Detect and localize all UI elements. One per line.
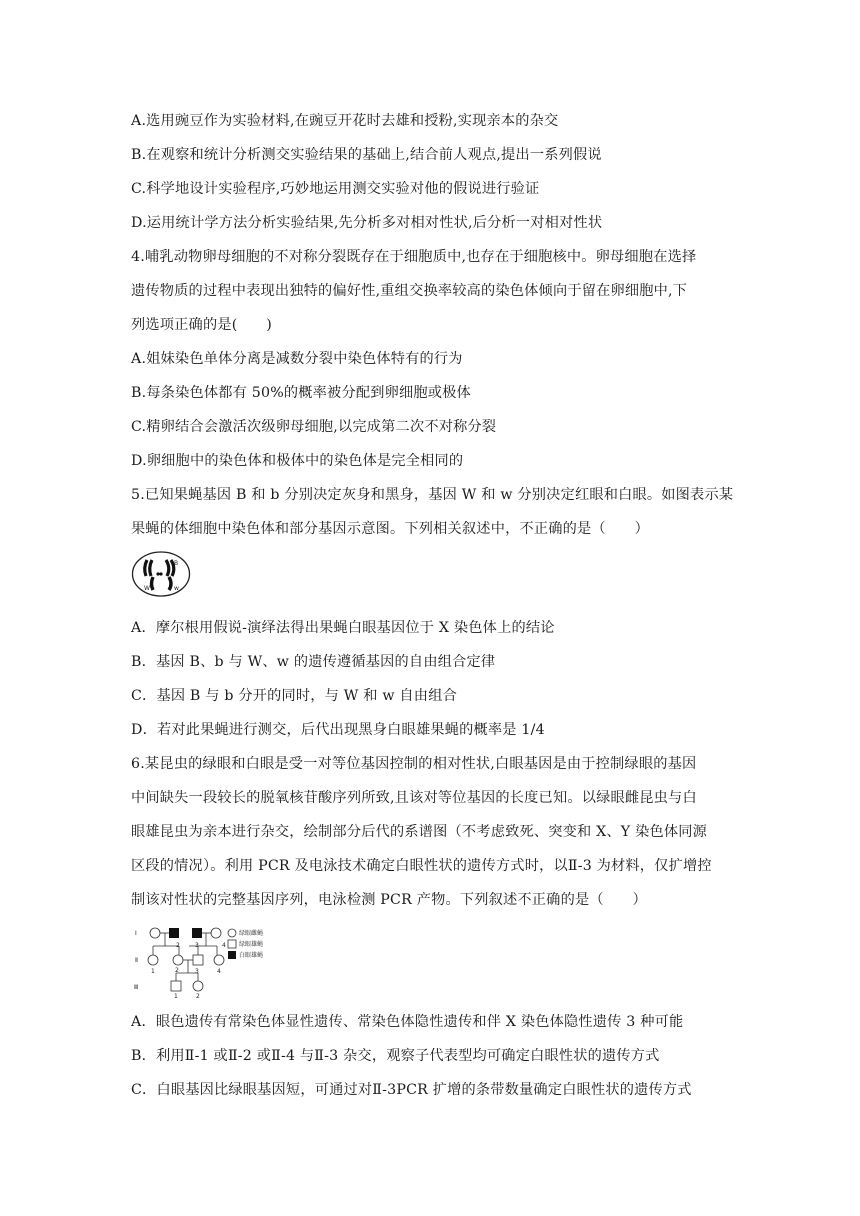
q6-stem-line-2: 中间缺失一段较长的脱氧核苷酸序列所致,且该对等位基因的长度已知。以绿眼雌昆虫与白 [131, 790, 697, 806]
chromosome [169, 577, 171, 590]
q3-option-d: D.运用统计学方法分析实验结果,先分析多对相对性状,后分析一对相对性状 [131, 215, 603, 231]
q5-stem-line-2: 果蝇的体细胞中染色体和部分基因示意图。下列相关叙述中，不正确的是（ ） [131, 521, 649, 537]
pedigree-female-normal [193, 981, 203, 991]
pedigree-female-normal [214, 955, 224, 965]
q4-stem-line-3: 列选项正确的是( ) [131, 317, 272, 333]
chromosome [152, 577, 154, 590]
pedigree-male-normal [171, 981, 181, 991]
chromosome [156, 572, 159, 575]
gene-label-right: w [174, 585, 179, 592]
q4-option-d: D.卵细胞中的染色体和极体中的染色体是完全相同的 [131, 453, 464, 469]
legend-label: 绿眼雄蝇 [239, 941, 264, 948]
chromosome [159, 572, 162, 575]
pedigree-female-normal [173, 955, 183, 965]
q4-stem-line-1: 4.哺乳动物卵母细胞的不对称分裂既存在于细胞质中,也存在于细胞核中。卵母细胞在选择 [131, 249, 697, 265]
q6-stem-line-4: 区段的情况）。利用 PCR 及电泳技术确定白眼性状的遗传方式时，以Ⅱ-3 为材料，仅扩增控 [131, 858, 712, 874]
q5-option-b: B．基因 B、b 与 W、w 的遗传遵循基因的自由组合定律 [131, 654, 496, 670]
legend-male-green [228, 940, 236, 948]
pedigree-chart [131, 923, 281, 998]
legend-female-green [228, 929, 236, 937]
generation-label-3: Ⅲ [134, 984, 139, 991]
pedigree-male-affected [192, 928, 202, 938]
q5-option-d: D．若对此果蝇进行测交，后代出现黑身白眼雄果蝇的概率是 1/4 [131, 722, 545, 738]
q4-option-b: B.每条染色体都有 50%的概率被分配到卵细胞或极体 [131, 385, 471, 401]
q6-stem-line-1: 6.某昆虫的绿眼和白眼是受一对等位基因控制的相对性状,白眼基因是由于控制绿眼的基因 [131, 756, 697, 772]
pedigree-female-normal [148, 955, 158, 965]
q4-option-c: C.精卵结合会激活次级卵母细胞,以完成第二次不对称分裂 [131, 419, 497, 435]
svg-text:1: 1 [174, 993, 178, 998]
svg-text:2: 2 [176, 942, 180, 949]
q6-option-c: C．白眼基因比绿眼基因短，可通过对Ⅱ-3PCR 扩增的条带数量确定白眼性状的遗传方式 [131, 1082, 692, 1098]
svg-text:4: 4 [222, 942, 226, 949]
q3-option-c: C.科学地设计实验程序,巧妙地运用测交实验对他的假说进行验证 [131, 181, 540, 197]
legend-label: 绿眼雌蝇 [239, 930, 264, 937]
svg-text:3: 3 [195, 968, 199, 975]
gene-label-left: W [144, 585, 150, 592]
svg-text:1: 1 [151, 968, 155, 975]
svg-text:2: 2 [175, 967, 179, 974]
q5-stem-line-1: 5.已知果蝇基因 B 和 b 分别决定灰身和黑身，基因 W 和 w 分别决定红眼和白眼。如图表示某 [131, 487, 734, 503]
chromosome-diagram [131, 550, 193, 598]
legend-male-white [228, 951, 236, 959]
svg-text:3: 3 [195, 942, 199, 949]
legend-label: 白眼雄蝇 [239, 952, 264, 959]
q3-option-b: B.在观察和统计分析测交实验结果的基础上,结合前人观点,提出一系列假说 [131, 147, 602, 163]
chromosome [145, 560, 147, 576]
pedigree-male-affected [169, 928, 179, 938]
q4-option-a: A.姐妹染色单体分离是减数分裂中染色体特有的行为 [131, 351, 463, 367]
chromosome [150, 560, 152, 576]
generation-label-1: Ⅰ [135, 930, 137, 937]
gene-label-top: B [174, 560, 179, 567]
chromosome [166, 560, 169, 576]
q4-stem-line-2: 遗传物质的过程中表现出独特的偏好性,重组交换率较高的染色体倾向于留在卵细胞中,下 [131, 283, 688, 299]
pedigree-male-normal [193, 955, 203, 965]
q6-stem-line-5: 制该对性状的完整基因序列，电泳检测 PCR 产物。下列叙述不正确的是（ ） [131, 892, 647, 908]
pedigree-female-normal [150, 928, 160, 938]
q5-option-c: C．基因 B 与 b 分开的同时，与 W 和 w 自由组合 [131, 688, 457, 704]
q6-option-a: A．眼色遗传有常染色体显性遗传、常染色体隐性遗传和伴 X 染色体隐性遗传 3 种可能 [131, 1014, 684, 1030]
generation-label-2: Ⅱ [135, 957, 138, 964]
q6-stem-line-3: 眼雄昆虫为亲本进行杂交，绘制部分后代的系谱图（不考虑致死、突变和 X、Y 染色体同源 [131, 824, 708, 840]
svg-text:2: 2 [196, 993, 200, 998]
pedigree-female-normal [211, 928, 221, 938]
q3-option-a: A.选用豌豆作为实验材料,在豌豆开花时去雄和授粉,实现亲本的杂交 [131, 113, 559, 129]
svg-text:4: 4 [217, 968, 221, 975]
q5-option-a: A．摩尔根用假说-演绎法得出果蝇白眼基因位于 X 染色体上的结论 [131, 620, 555, 636]
q6-option-b: B．利用Ⅱ-1 或Ⅱ-2 或Ⅱ-4 与Ⅱ-3 杂交，观察子代表型均可确定白眼性状的遗传方式 [131, 1048, 660, 1064]
